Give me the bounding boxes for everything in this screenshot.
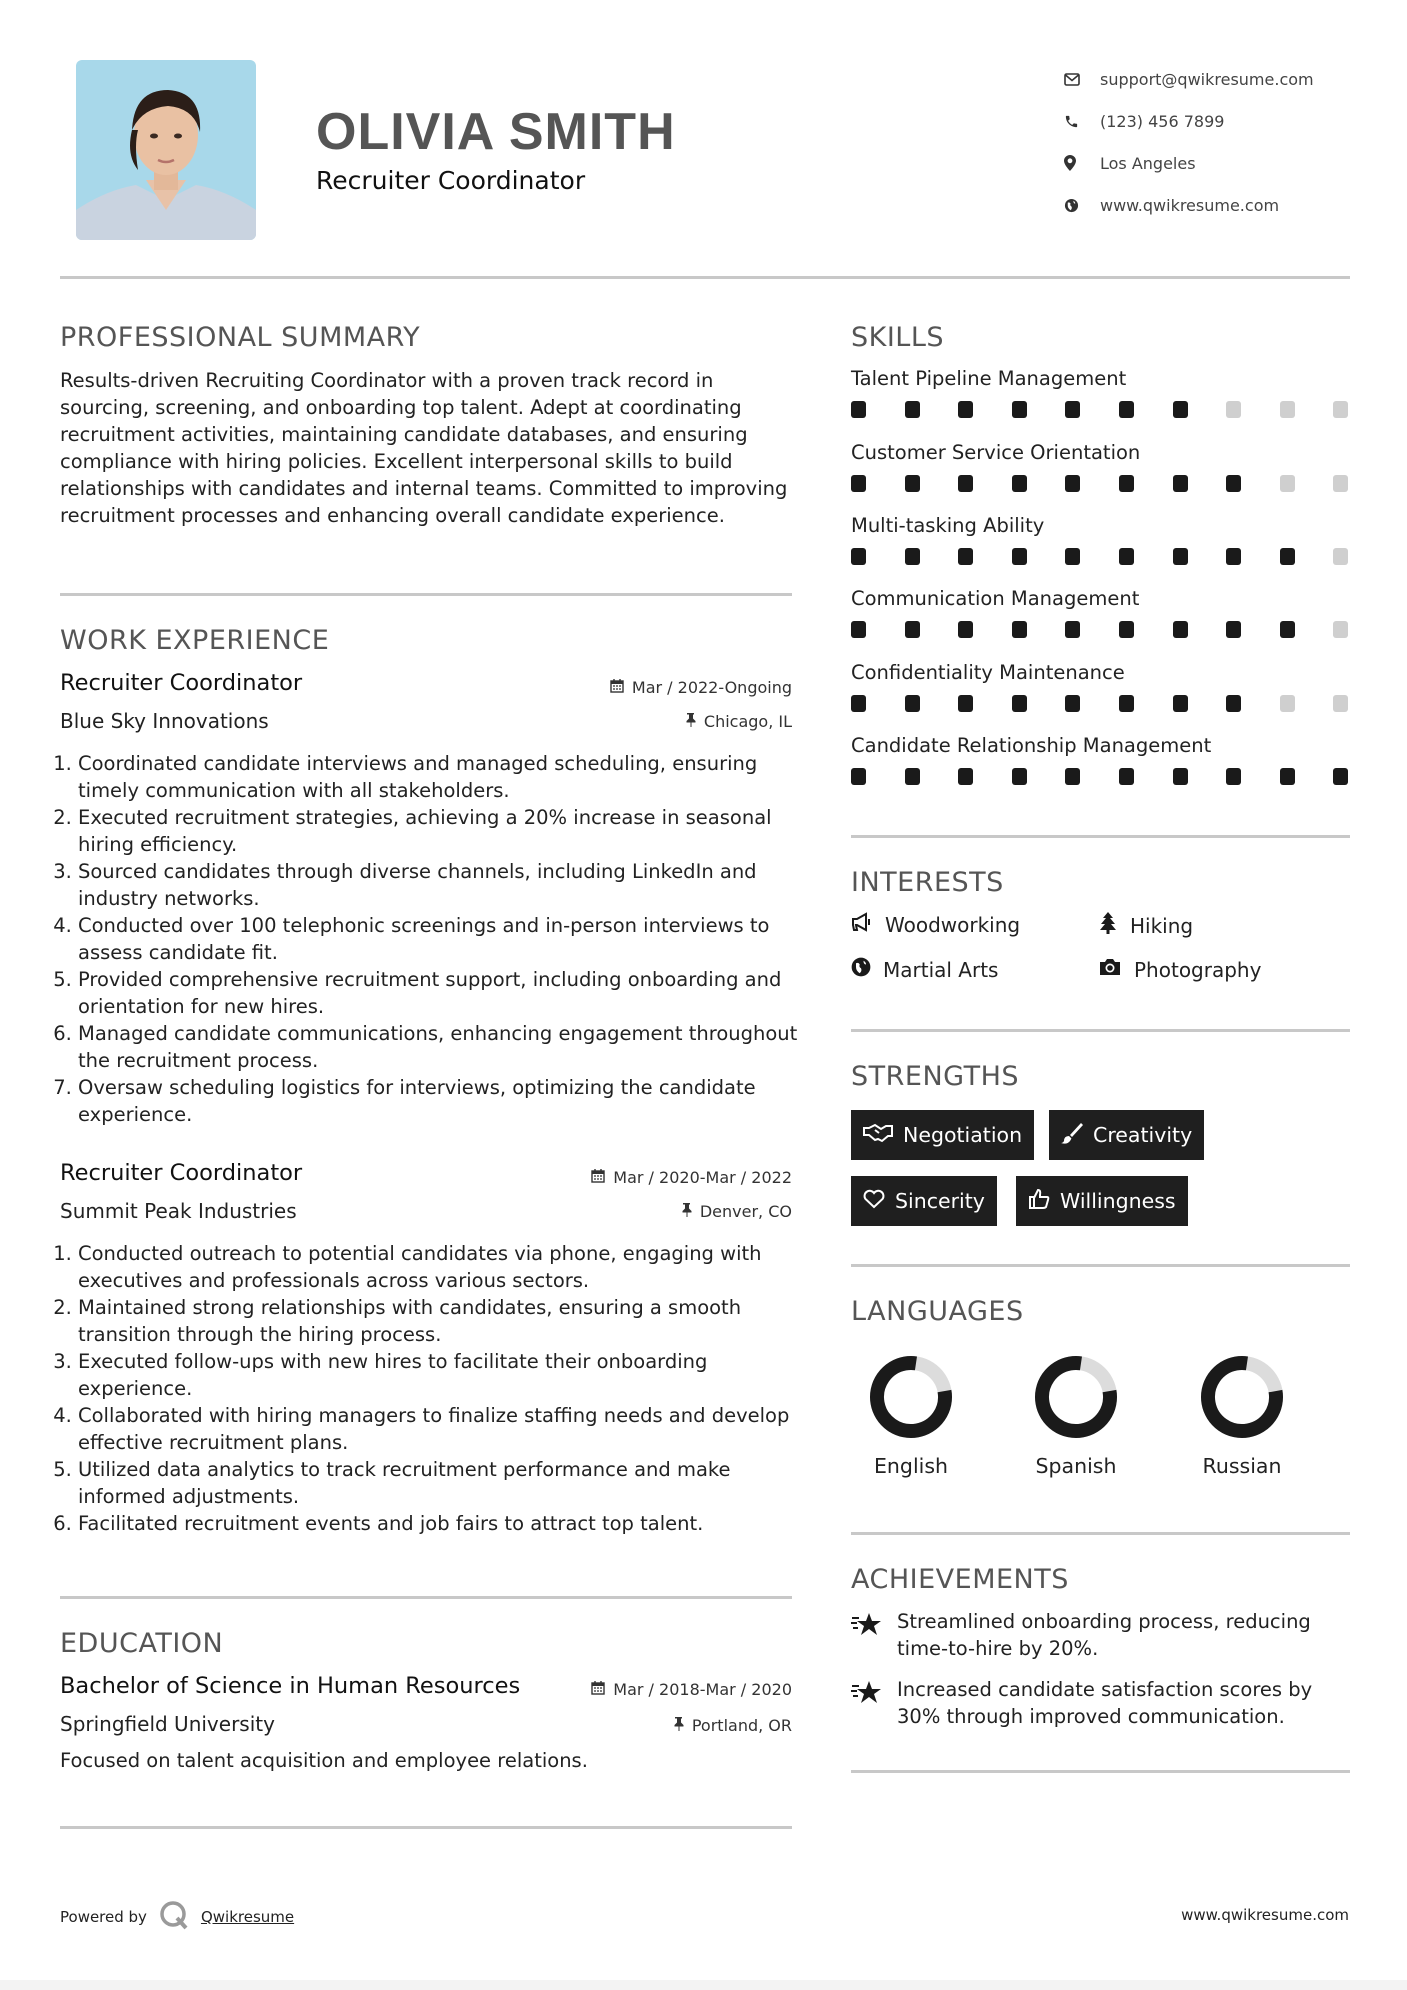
job-duties-list [60, 1240, 800, 1537]
strength-tag [851, 1176, 997, 1226]
skills-divider [851, 835, 1350, 838]
rating-dot-filled [1333, 768, 1348, 785]
rating-dot-filled [958, 475, 973, 492]
interests-heading: INTERESTS [851, 867, 1004, 898]
qwikresume-link[interactable]: Qwikresume [200, 1908, 295, 1926]
skill-rating [851, 695, 1351, 721]
rating-dot-filled [1119, 475, 1134, 492]
website-text: www.qwikresume.com [1100, 195, 1280, 215]
job-location-text: Denver, CO [699, 1202, 792, 1221]
strength-tag [1049, 1110, 1204, 1160]
achievement-item [851, 1676, 1351, 1730]
job-dates [500, 678, 792, 697]
job-location-text: Chicago, IL [703, 712, 792, 731]
rating-dot-filled [905, 695, 920, 712]
rating-dot-empty [1333, 548, 1348, 565]
job-company: Summit Peak Industries [60, 1199, 297, 1223]
rating-dot-filled [1012, 401, 1027, 418]
education-location-text: Portland, OR [691, 1716, 792, 1735]
rating-dot-filled [1173, 401, 1188, 418]
footer-website[interactable]: www.qwikresume.com [1181, 1906, 1349, 1924]
envelope-icon [1064, 73, 1100, 86]
rating-dot-empty [1280, 401, 1295, 418]
contact-website[interactable] [1064, 184, 1364, 226]
rating-dot-filled [1280, 548, 1295, 565]
strength-label: Sincerity [895, 1189, 985, 1213]
skill-name: Customer Service Orientation [851, 441, 1141, 464]
rating-dot-empty [1280, 695, 1295, 712]
education-dates-text: Mar / 2018-Mar / 2020 [613, 1680, 792, 1699]
language-donut [1187, 1352, 1297, 1442]
languages-divider [851, 1532, 1350, 1535]
rating-dot-empty [1333, 475, 1348, 492]
thumbs-up-icon [1028, 1188, 1050, 1215]
rating-dot-filled [958, 621, 973, 638]
header-divider [60, 276, 1350, 279]
interest-label: Photography [1134, 957, 1262, 982]
rating-dot-filled [958, 768, 973, 785]
rating-dot-filled [1119, 621, 1134, 638]
rating-dot-filled [958, 548, 973, 565]
rating-dot-empty [1333, 621, 1348, 638]
star-icon [851, 1676, 883, 1730]
skill-rating [851, 768, 1351, 794]
skill-item [851, 587, 1351, 647]
rating-dot-filled [1119, 401, 1134, 418]
rating-dot-filled [851, 475, 866, 492]
pushpin-icon [673, 1716, 684, 1735]
languages-heading: LANGUAGES [851, 1296, 1024, 1327]
skill-name: Candidate Relationship Management [851, 734, 1212, 757]
rating-dot-filled [1012, 768, 1027, 785]
rating-dot-filled [1173, 695, 1188, 712]
strength-tag [1016, 1176, 1188, 1226]
rating-dot-filled [851, 768, 866, 785]
language-item [1187, 1352, 1297, 1478]
star-icon [851, 1608, 883, 1662]
skill-rating [851, 548, 1351, 574]
rating-dot-filled [1065, 548, 1080, 565]
rating-dot-filled [1012, 548, 1027, 565]
language-donut [856, 1352, 966, 1442]
skill-item [851, 734, 1351, 794]
rating-dot-filled [905, 548, 920, 565]
list-item: 1. Coordinated candidate interviews and managed scheduling, ensuring timely communication with all stakeholders. [78, 750, 800, 804]
list-item: 2. Maintained strong relationships with candidates, ensuring a smooth transition through the hiring process. [78, 1294, 800, 1348]
rating-dot-filled [958, 401, 973, 418]
experience-heading: WORK EXPERIENCE [60, 625, 330, 656]
achievements-divider [851, 1770, 1350, 1773]
list-item: 2. Executed recruitment strategies, achieving a 20% increase in seasonal hiring efficiency. [78, 804, 800, 858]
list-item: 6. Managed candidate communications, enhancing engagement throughout the recruitment process. [78, 1020, 800, 1074]
rating-dot-empty [1333, 401, 1348, 418]
skill-name: Talent Pipeline Management [851, 367, 1127, 390]
heart-icon [863, 1189, 885, 1214]
language-donut [1021, 1352, 1131, 1442]
interest-label: Hiking [1130, 913, 1194, 938]
rating-dot-empty [1226, 401, 1241, 418]
rating-dot-filled [1065, 695, 1080, 712]
rating-dot-filled [1119, 548, 1134, 565]
list-item: 4. Conducted over 100 telephonic screenings and in-person interviews to assess candidate fit. [78, 912, 800, 966]
tree-icon [1098, 912, 1118, 939]
list-item: 7. Oversaw scheduling logistics for interviews, optimizing the candidate experience. [78, 1074, 800, 1128]
education-heading: EDUCATION [60, 1628, 224, 1659]
skill-rating [851, 621, 1351, 647]
strengths-heading: STRENGTHS [851, 1061, 1020, 1092]
achievement-text: Increased candidate satisfaction scores by 30% through improved communication. [897, 1678, 1313, 1728]
list-item: 4. Collaborated with hiring managers to finalize staffing needs and develop effective recruitment plans. [78, 1402, 800, 1456]
education-location [500, 1716, 792, 1735]
rating-dot-filled [1173, 621, 1188, 638]
interest-item [851, 912, 1020, 937]
list-item: 3. Sourced candidates through diverse channels, including LinkedIn and industry networks. [78, 858, 800, 912]
strengths-divider [851, 1264, 1350, 1267]
summary-text: Results-driven Recruiting Coordinator with a proven track record in sourcing, screening, and onboarding top talent. Adept at coordinating recruitment activities, maintaining candidate databases, and ensuring compliance with hiring policies. Excellent interpersonal skills to build relationships with candidates and internal teams. Committed to improving recruitment processes and enhancing overall candidate experience. [60, 369, 788, 527]
calendar-icon [591, 1168, 605, 1187]
interest-label: Woodworking [885, 912, 1021, 937]
profile-photo [76, 60, 256, 240]
rating-dot-filled [1012, 695, 1027, 712]
contact-location [1064, 142, 1364, 184]
globe-icon [851, 957, 871, 982]
strength-tag [851, 1110, 1034, 1160]
calendar-icon [610, 678, 624, 697]
location-text: Los Angeles [1100, 153, 1196, 173]
job-title: Recruiter Coordinator [60, 670, 303, 696]
rating-dot-filled [1119, 768, 1134, 785]
calendar-icon [591, 1680, 605, 1699]
rating-dot-filled [851, 401, 866, 418]
strength-label: Willingness [1060, 1189, 1176, 1213]
bullhorn-icon [851, 912, 873, 937]
rating-dot-filled [851, 548, 866, 565]
school-name: Springfield University [60, 1712, 275, 1736]
rating-dot-filled [1065, 401, 1080, 418]
job-location [500, 1202, 792, 1221]
job-duties-list [60, 750, 800, 1128]
rating-dot-filled [905, 401, 920, 418]
rating-dot-filled [851, 695, 866, 712]
rating-dot-filled [1226, 695, 1241, 712]
rating-dot-filled [1065, 475, 1080, 492]
summary-heading: PROFESSIONAL SUMMARY [60, 322, 421, 353]
contact-email[interactable] [1064, 58, 1364, 100]
interests-divider [851, 1029, 1350, 1032]
rating-dot-filled [1173, 475, 1188, 492]
map-pin-icon [1064, 155, 1100, 171]
contact-phone[interactable] [1064, 100, 1364, 142]
rating-dot-filled [1226, 621, 1241, 638]
job-location [500, 712, 792, 731]
interest-label: Martial Arts [883, 957, 999, 982]
achievement-item [851, 1608, 1351, 1662]
rating-dot-filled [1173, 768, 1188, 785]
qwikresume-logo-icon [159, 1900, 189, 1934]
handshake-icon [863, 1123, 893, 1148]
phone-text: (123) 456 7899 [1100, 111, 1225, 131]
rating-dot-filled [851, 621, 866, 638]
degree-title: Bachelor of Science in Human Resources [60, 1673, 521, 1699]
rating-dot-filled [905, 768, 920, 785]
rating-dot-filled [1280, 768, 1295, 785]
skill-rating [851, 401, 1351, 427]
page-bottom-band [0, 1980, 1407, 1990]
list-item: 5. Provided comprehensive recruitment support, including onboarding and orientation for new hires. [78, 966, 800, 1020]
contact-block [1064, 58, 1364, 226]
job-company: Blue Sky Innovations [60, 709, 269, 733]
rating-dot-filled [1012, 475, 1027, 492]
phone-icon [1064, 114, 1100, 129]
rating-dot-filled [1012, 621, 1027, 638]
email-text: support@qwikresume.com [1100, 69, 1314, 89]
pushpin-icon [681, 1202, 692, 1221]
list-item: 5. Utilized data analytics to track recruitment performance and make informed adjustments. [78, 1456, 800, 1510]
rating-dot-filled [905, 621, 920, 638]
globe-icon [1064, 198, 1100, 213]
list-item: 6. Facilitated recruitment events and job fairs to attract top talent. [78, 1510, 800, 1537]
rating-dot-filled [905, 475, 920, 492]
education-note: Focused on talent acquisition and employee relations. [60, 1749, 588, 1772]
education-divider [60, 1826, 792, 1829]
candidate-title: Recruiter Coordinator [316, 166, 586, 195]
list-item: 1. Conducted outreach to potential candidates via phone, engaging with executives and professionals across various sectors. [78, 1240, 800, 1294]
paintbrush-icon [1061, 1122, 1083, 1149]
camera-icon [1098, 957, 1122, 982]
strength-label: Negotiation [903, 1123, 1023, 1147]
candidate-name: OLIVIA SMITH [316, 103, 676, 161]
rating-dot-filled [1065, 621, 1080, 638]
language-label: English [873, 1454, 949, 1478]
language-item [1021, 1352, 1131, 1478]
achievements-heading: ACHIEVEMENTS [851, 1564, 1069, 1595]
interest-item [1098, 957, 1261, 982]
language-label: Russian [1202, 1454, 1282, 1478]
job-dates [500, 1168, 792, 1187]
achievement-text: Streamlined onboarding process, reducing time-to-hire by 20%. [897, 1610, 1311, 1660]
rating-dot-filled [1280, 621, 1295, 638]
pushpin-icon [685, 712, 696, 731]
rating-dot-filled [958, 695, 973, 712]
rating-dot-filled [1173, 548, 1188, 565]
summary-divider [60, 593, 792, 596]
interest-item [1098, 912, 1193, 939]
rating-dot-filled [1226, 475, 1241, 492]
skill-item [851, 367, 1351, 427]
skill-item [851, 661, 1351, 721]
rating-dot-filled [1119, 695, 1134, 712]
skill-name: Confidentiality Maintenance [851, 661, 1125, 684]
skill-name: Multi-tasking Ability [851, 514, 1045, 537]
skill-item [851, 514, 1351, 574]
education-dates [500, 1680, 792, 1699]
job-dates-text: Mar / 2020-Mar / 2022 [613, 1168, 792, 1187]
job-title: Recruiter Coordinator [60, 1160, 303, 1186]
language-item [856, 1352, 966, 1478]
experience-divider [60, 1596, 792, 1599]
interest-item [851, 957, 998, 982]
rating-dot-empty [1280, 475, 1295, 492]
rating-dot-filled [1226, 548, 1241, 565]
rating-dot-empty [1333, 695, 1348, 712]
powered-by-label: Powered by [60, 1908, 147, 1926]
skill-item [851, 441, 1351, 501]
footer-powered-by [60, 1900, 294, 1934]
skill-rating [851, 475, 1351, 501]
job-dates-text: Mar / 2022-Ongoing [631, 678, 792, 697]
skill-name: Communication Management [851, 587, 1140, 610]
rating-dot-filled [1065, 768, 1080, 785]
skills-heading: SKILLS [851, 322, 945, 353]
strength-label: Creativity [1093, 1123, 1193, 1147]
language-label: Spanish [1035, 1454, 1117, 1478]
rating-dot-filled [1226, 768, 1241, 785]
list-item: 3. Executed follow-ups with new hires to facilitate their onboarding experience. [78, 1348, 800, 1402]
